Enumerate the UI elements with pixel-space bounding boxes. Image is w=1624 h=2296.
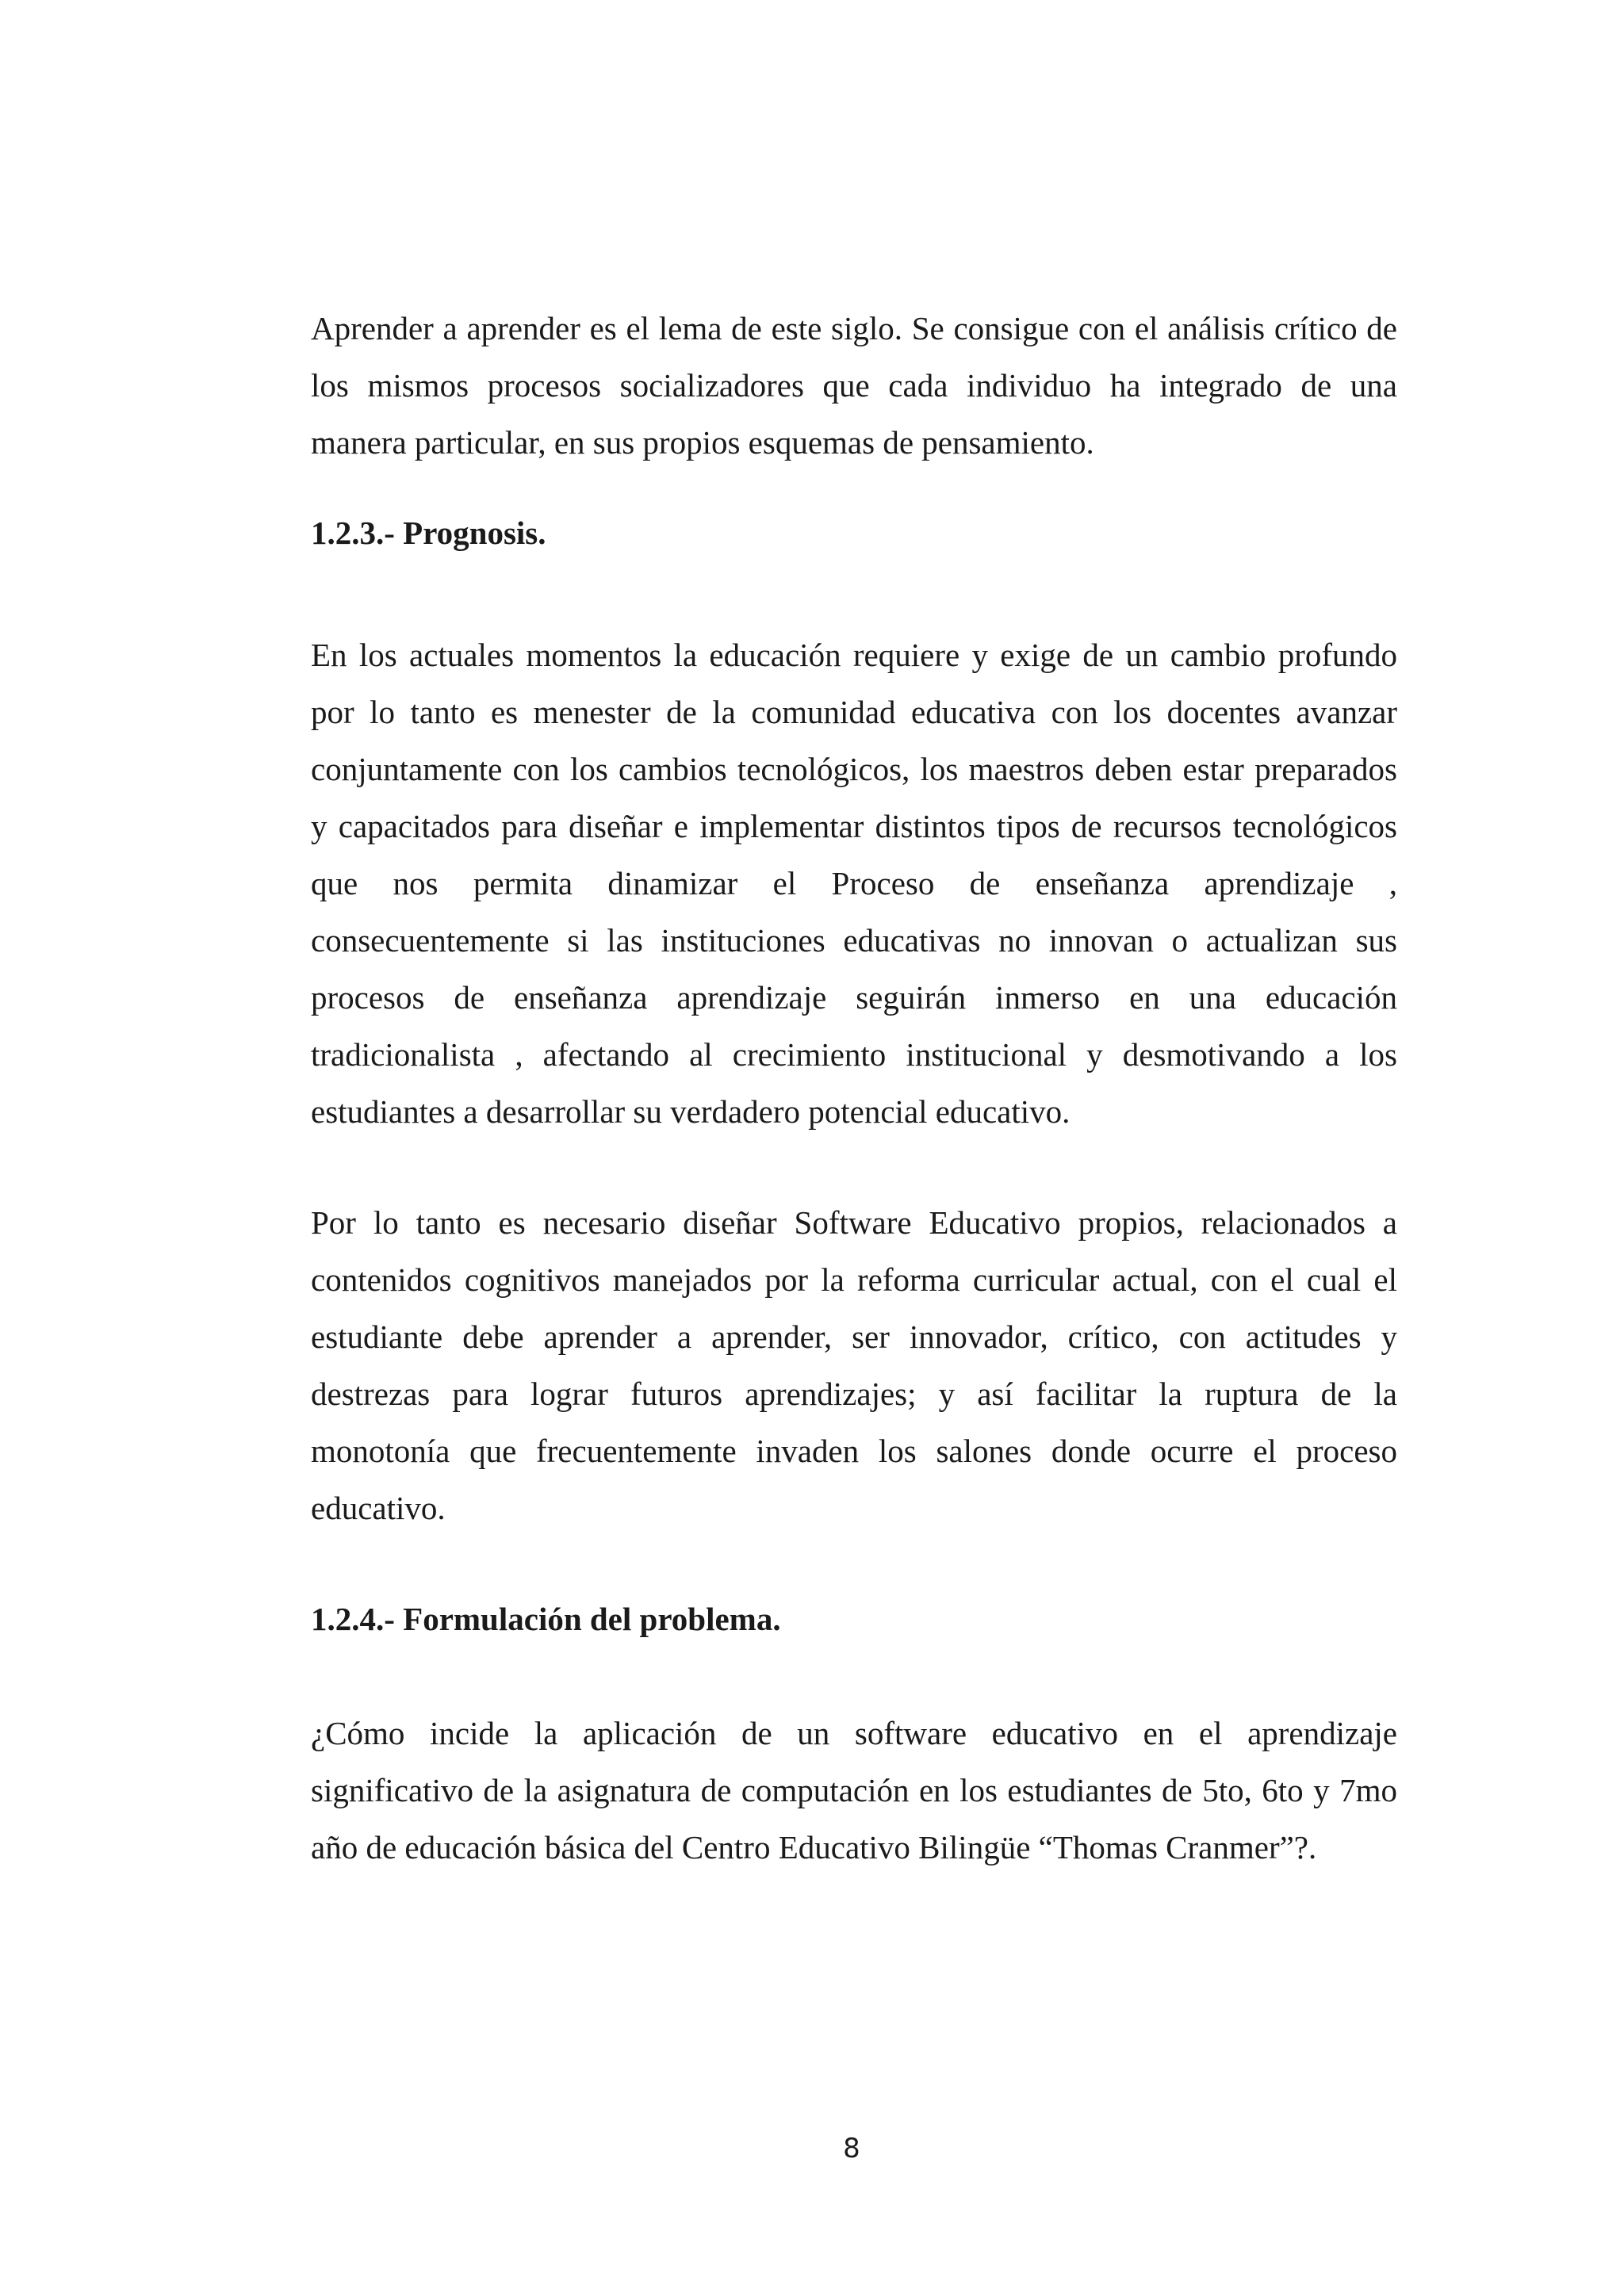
paragraph-line: y capacitados para diseñar e implementar distintos tipos de recursos tecnológicos xyxy=(311,808,1397,844)
paragraph-line: año de educación básica del Centro Educativo Bilingüe “Thomas Cranmer”?. xyxy=(311,1829,1317,1866)
paragraph-line: ¿Cómo incide la aplicación de un software educativo en el aprendizaje xyxy=(311,1715,1397,1751)
paragraph-aprender xyxy=(311,300,1397,471)
paragraph-line: estudiante debe aprender a aprender, ser innovador, crítico, con actitudes y xyxy=(311,1318,1397,1355)
paragraph-line: que nos permita dinamizar el Proceso de enseñanza aprendizaje , xyxy=(311,865,1397,901)
paragraph-line: por lo tanto es menester de la comunidad educativa con los docentes avanzar xyxy=(311,694,1397,730)
section-heading-prognosis: 1.2.3.- Prognosis. xyxy=(311,515,546,551)
paragraph-line: procesos de enseñanza aprendizaje seguirán inmerso en una educación xyxy=(311,979,1397,1016)
paragraph-software-educativo xyxy=(311,1194,1397,1536)
paragraph-line: destrezas para lograr futuros aprendizajes; y así facilitar la ruptura de la xyxy=(311,1376,1397,1412)
paragraph-line: manera particular, en sus propios esquemas de pensamiento. xyxy=(311,424,1094,461)
paragraph-line: Aprender a aprender es el lema de este siglo. Se consigue con el análisis crítico de xyxy=(311,310,1397,346)
paragraph-line: estudiantes a desarrollar su verdadero potencial educativo. xyxy=(311,1093,1071,1130)
paragraph-prognosis xyxy=(311,626,1397,1140)
paragraph-line: conjuntamente con los cambios tecnológicos, los maestros deben estar preparados xyxy=(311,751,1397,787)
paragraph-line: los mismos procesos socializadores que cada individuo ha integrado de una xyxy=(311,367,1397,404)
paragraph-line: contenidos cognitivos manejados por la reforma curricular actual, con el cual el xyxy=(311,1261,1397,1298)
paragraph-line: monotonía que frecuentemente invaden los salones donde ocurre el proceso xyxy=(311,1433,1397,1469)
paragraph-pregunta xyxy=(311,1705,1397,1876)
paragraph-line: consecuentemente si las instituciones educativas no innovan o actualizan sus xyxy=(311,922,1397,959)
paragraph-line: educativo. xyxy=(311,1490,446,1526)
paragraph-line: Por lo tanto es necesario diseñar Software Educativo propios, relacionados a xyxy=(311,1204,1397,1241)
page-number: 8 xyxy=(843,2133,860,2164)
paragraph-line: tradicionalista , afectando al crecimiento institucional y desmotivando a los xyxy=(311,1036,1397,1073)
paragraph-line: En los actuales momentos la educación requiere y exige de un cambio profundo xyxy=(311,637,1397,673)
section-heading-formulacion: 1.2.4.- Formulación del problema. xyxy=(311,1601,781,1637)
paragraph-line: significativo de la asignatura de computación en los estudiantes de 5to, 6to y 7mo xyxy=(311,1772,1397,1808)
